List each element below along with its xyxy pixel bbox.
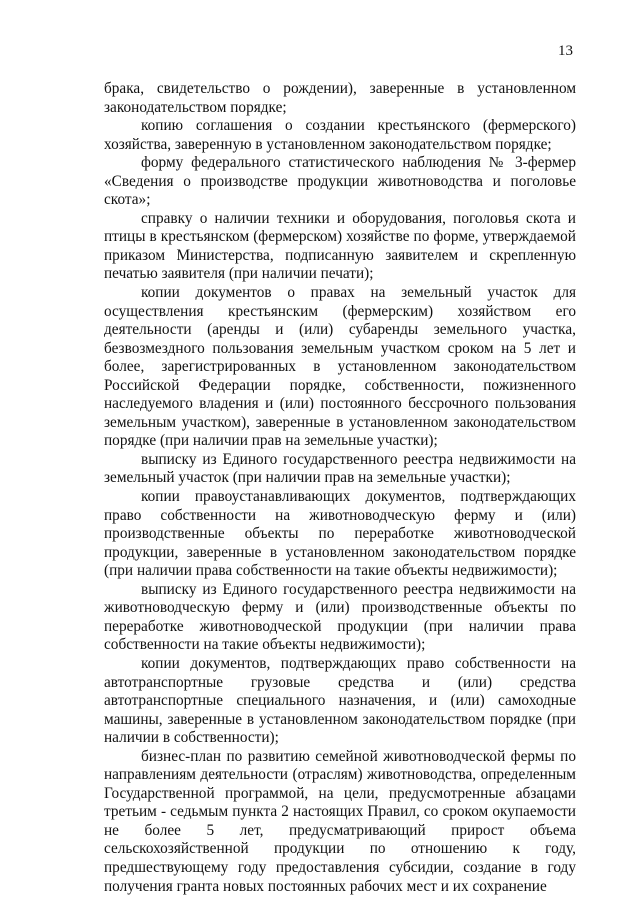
- paragraph: копии документов, подтверждающих право собственности на автотранспортные грузовые средства и (или) средства автотранспортные специального назначения, и (или) самоходные машины, заверенные в установленном законодательством порядке (при наличии в собственности);: [104, 654, 576, 747]
- paragraph: выписку из Единого государственного реестра недвижимости на животноводческую ферму и (или) производственные объекты по переработке животноводческой продукции (при наличии права собственности на такие объекты недвижимости);: [104, 580, 576, 654]
- paragraph: справку о наличии техники и оборудования, поголовья скота и птицы в крестьянском (фермерском) хозяйстве по форме, утверждаемой приказом Министерства, подписанную заявителем и скрепленную печатью заявителя (при наличии печати);: [104, 209, 576, 283]
- paragraph: копии правоустанавливающих документов, подтверждающих право собственности на животноводческую ферму и (или) производственные объекты по переработке животноводческой продукции, заверенные в установленном законодательством порядке (при наличии права собственности на такие объекты недвижимости);: [104, 488, 576, 580]
- paragraph: копии документов о правах на земельный участок для осуществления крестьянским (фермерским) хозяйством его деятельности (аренды и (или) субаренды земельного участка, безвозмездного пользования земельным участком сроком на 5 лет и более, зарегистрированных в установленном законодательством Российской Федерации порядке, собственности, пожизненного наследуемого владения и (или) постоянного бессрочного пользования земельным участком), заверенные в установленном законодательством порядке (при наличии прав на земельные участки);: [104, 284, 576, 450]
- document-body: [104, 80, 576, 896]
- paragraph: брака, свидетельство о рождении), заверенные в установленном законодательством порядке;: [104, 80, 576, 116]
- paragraph: бизнес-план по развитию семейной животноводческой фермы по направлениям деятельности (отраслям) животноводства, определенным Государственной программой, на цели, предусмотренные абзацами третьим - седьмым пункта 2 настоящих Правил, со сроком окупаемости не более 5 лет, предусматривающий прирост объема сельскохозяйственной продукции по отношению к году, предшествующему году предоставления субсидии, создание в году получения гранта новых постоянных рабочих мест и их сохранение: [104, 747, 576, 895]
- paragraph: копию соглашения о создании крестьянского (фермерского) хозяйства, заверенную в установленном законодательством порядке;: [104, 117, 576, 153]
- page-number: 13: [558, 43, 573, 59]
- paragraph: выписку из Единого государственного реестра недвижимости на земельный участок (при наличии прав на земельные участки);: [104, 450, 576, 487]
- paragraph: форму федерального статистического наблюдения № 3-фермер «Сведения о производстве продукции животноводства и поголовье скота»;: [104, 154, 576, 209]
